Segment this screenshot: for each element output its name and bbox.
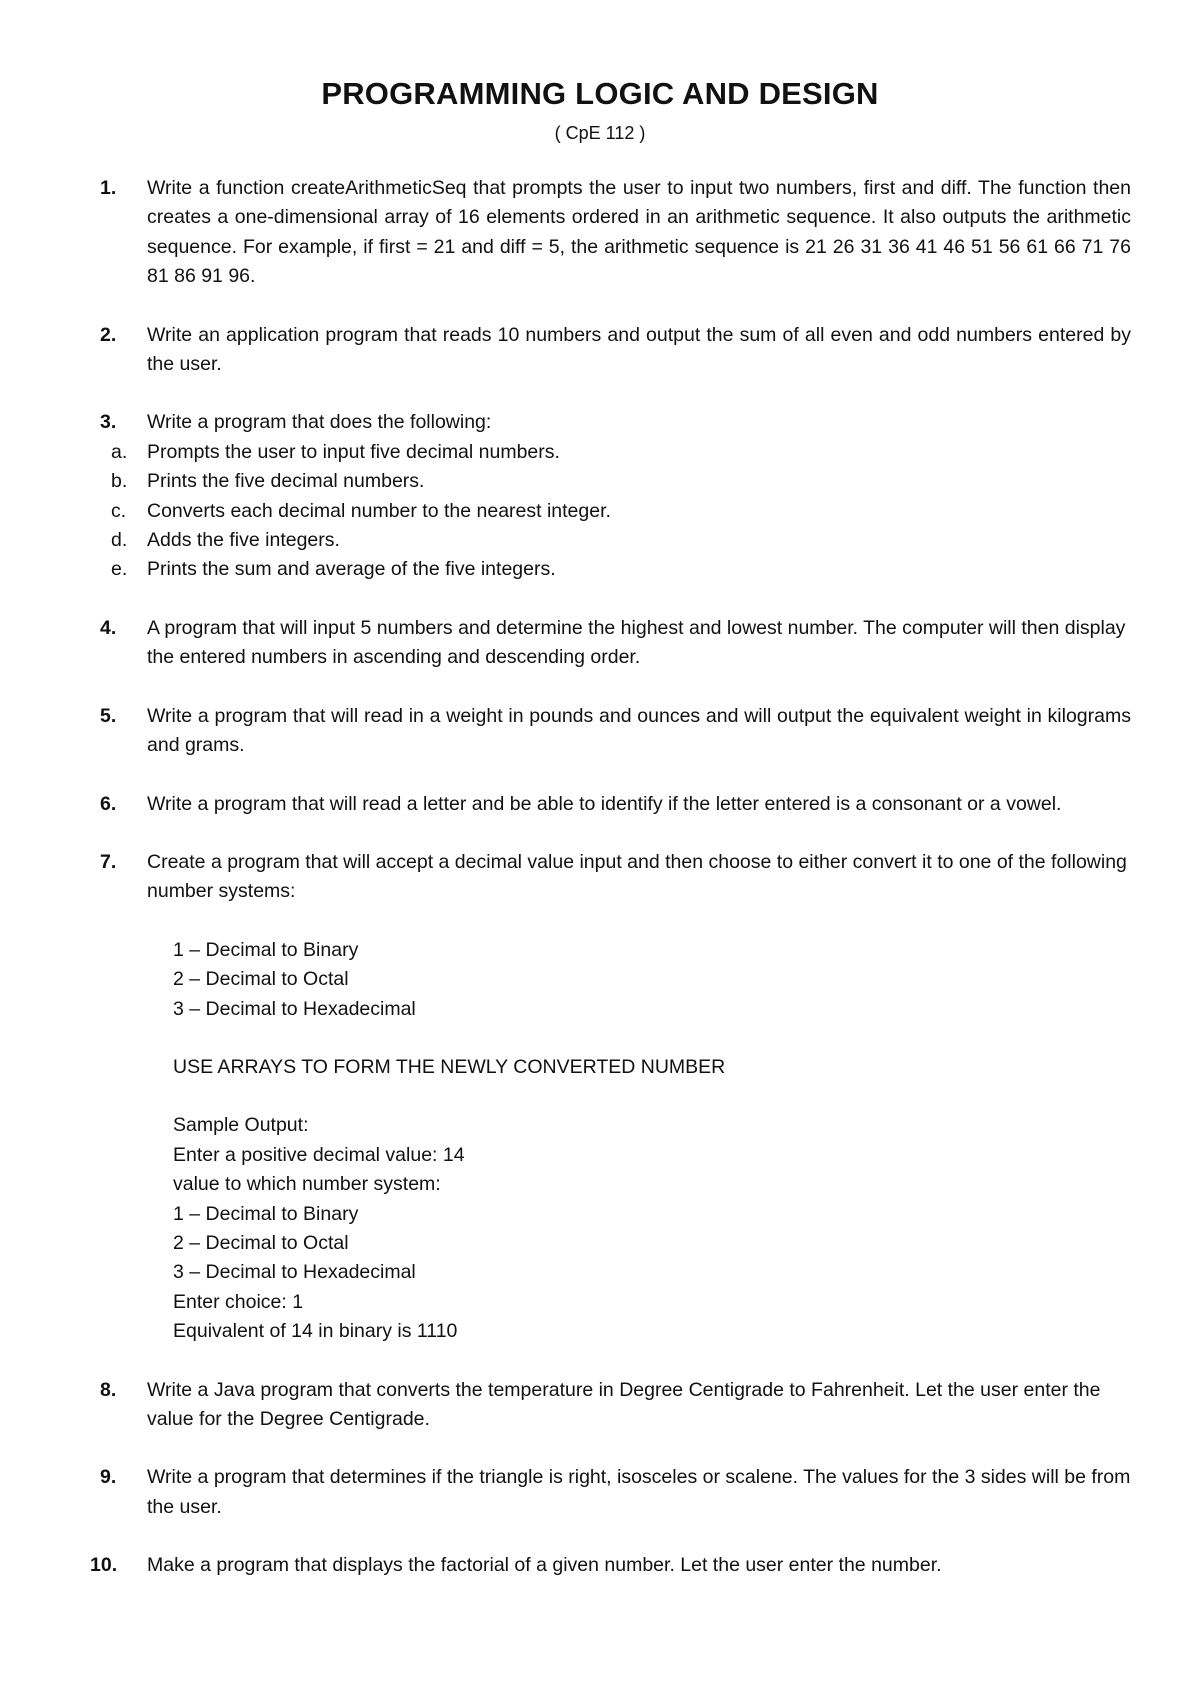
- course-code: ( CpE 112 ): [554, 123, 646, 143]
- sub-item: [74, 438, 1131, 467]
- sub-item-letter: a.: [111, 440, 128, 463]
- question-number: 4.: [100, 616, 117, 639]
- option-line: 3 – Decimal to Hexadecimal: [173, 997, 416, 1020]
- sample-output-line: 1 – Decimal to Binary: [173, 1202, 359, 1225]
- sub-item-letter: e.: [111, 558, 128, 581]
- question-text: Create a program that will accept a decimal value input and then choose to either convert it to one of the following number systems:: [147, 850, 1127, 903]
- question-text: Write a program that does the following:: [147, 411, 492, 434]
- sample-output-line: Enter a positive decimal value: 14: [173, 1143, 465, 1166]
- conversion-options: [100, 936, 1131, 1347]
- question-text: Write a program that will read in a weight in pounds and ounces and will output the equivalent weight in kilograms and grams.: [147, 704, 1131, 757]
- sub-item-letter: d.: [111, 529, 128, 552]
- question-item: [100, 174, 1131, 292]
- question-number: 9.: [100, 1466, 117, 1489]
- question-text: Make a program that displays the factorial of a given number. Let the user enter the number.: [147, 1554, 942, 1577]
- question-number: 1.: [100, 177, 117, 199]
- sub-item: [74, 526, 1131, 555]
- sub-item-text: Adds the five integers.: [147, 529, 340, 552]
- sample-output-line: 2 – Decimal to Octal: [173, 1231, 349, 1254]
- question-text: Write a Java program that converts the temperature in Degree Centigrade to Fahrenheit. Let the user enter the value for the Degree Centigrade.: [147, 1378, 1101, 1430]
- array-note: USE ARRAYS TO FORM THE NEWLY CONVERTED NUMBER: [173, 1055, 726, 1078]
- question-number: 5.: [100, 704, 117, 727]
- question-list: [90, 174, 1131, 1610]
- question-number: 7.: [100, 850, 117, 873]
- question-item: [100, 702, 1131, 761]
- question-item: [100, 408, 1131, 584]
- question-item: [90, 1551, 1131, 1580]
- sub-item: [74, 467, 1131, 496]
- question-text: Write a program that will read a letter and be able to identify if the letter entered is a consonant or a vowel.: [147, 792, 1062, 815]
- question-number: 6.: [100, 792, 117, 815]
- sub-item-text: Converts each decimal number to the nearest integer.: [147, 499, 611, 522]
- sub-item: [74, 555, 1131, 584]
- sample-output-line: 3 – Decimal to Hexadecimal: [173, 1261, 416, 1284]
- question-number: 8.: [100, 1378, 117, 1401]
- sub-item-text: Prints the five decimal numbers.: [147, 470, 425, 493]
- question-text: Write a program that determines if the triangle is right, isosceles or scalene. The values for the 3 sides will be from the user.: [147, 1466, 1131, 1518]
- question-text: Write an application program that reads 10 numbers and output the sum of all even and odd numbers entered by the user.: [147, 323, 1131, 376]
- question-item: [100, 1376, 1131, 1435]
- question-item: [100, 790, 1131, 819]
- question-number: 3.: [100, 411, 117, 434]
- page-title: PROGRAMMING LOGIC AND DESIGN: [321, 76, 879, 111]
- question-text: A program that will input 5 numbers and determine the highest and lowest number. The computer will then display the entered numbers in ascending and descending order.: [147, 616, 1126, 669]
- option-line: 2 – Decimal to Octal: [173, 968, 349, 991]
- option-line: 1 – Decimal to Binary: [173, 938, 359, 961]
- question-number: 2.: [100, 323, 117, 346]
- sub-item-letter: c.: [111, 499, 127, 522]
- sub-item-text: Prompts the user to input five decimal numbers.: [147, 440, 560, 463]
- question-item: [100, 1463, 1131, 1522]
- sub-item-letter: b.: [111, 470, 128, 493]
- question-item: [100, 848, 1131, 1347]
- question-number: 10.: [90, 1554, 118, 1577]
- sample-output-line: Enter choice: 1: [173, 1290, 304, 1313]
- sample-output-line: value to which number system:: [173, 1173, 441, 1196]
- sample-output-line: Sample Output:: [173, 1114, 309, 1137]
- question-item: [100, 614, 1131, 673]
- question-item: [100, 321, 1131, 380]
- sub-item: [74, 497, 1131, 526]
- question-text: Write a function createArithmeticSeq that prompts the user to input two numbers, first and diff. The function then creates a one-dimensional array of 16 elements ordered in an arithmetic sequence. It also outputs the arithmetic sequence. For example, if first = 21 and diff = 5, the arithmetic sequence is 21 26 31 36 41 46 51 56 61 66 71 76 81 86 91 96.: [147, 177, 1131, 288]
- sub-item-text: Prints the sum and average of the five integers.: [147, 558, 556, 581]
- sample-output-line: Equivalent of 14 in binary is 1110: [173, 1320, 458, 1343]
